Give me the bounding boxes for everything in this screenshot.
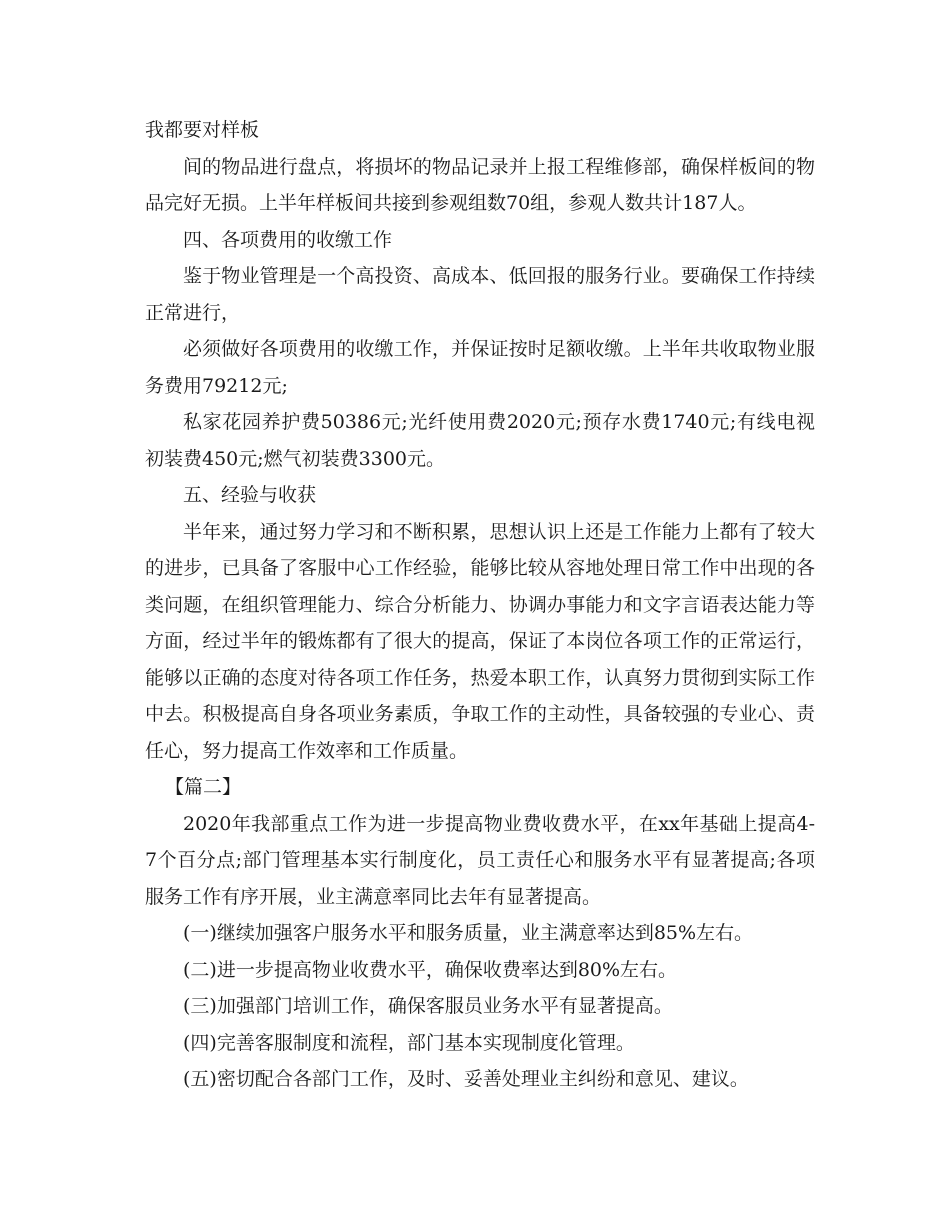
list-item: (四)完善客服制度和流程，部门基本实现制度化管理。 — [183, 1031, 635, 1054]
paragraph: 私家花园养护费50386元;光纤使用费2020元;预存水费1740元;有线电视初装费450元;燃气初装费3300元。 — [145, 411, 815, 470]
list-item: (二)进一步提高物业收费水平，确保收费率达到80%左右。 — [183, 958, 678, 981]
list-item: (一)继续加强客户服务水平和服务质量，业主满意率达到85%左右。 — [183, 922, 754, 944]
paragraph: 鉴于物业管理是一个高投资、高成本、低回报的服务行业。要确保工作持续正常进行， — [145, 265, 815, 324]
list-item: (五)密切配合各部门工作，及时、妥善处理业主纠纷和意见、建议。 — [183, 1068, 749, 1090]
paragraph: 间的物品进行盘点，将损坏的物品记录并上报工程维修部，确保样板间的物品完好无损。上半年样板间共接到参观组数70组，参观人数共计187人。 — [145, 155, 815, 214]
document-body — [145, 112, 815, 1098]
section-heading: 五、经验与收获 — [183, 484, 317, 506]
paragraph: 我都要对样板 — [145, 119, 260, 141]
paragraph: 半年来，通过努力学习和不断积累，思想认识上还是工作能力上都有了较大的进步，已具备了客服中心工作经验，能够比较从容地处理日常工作中出现的各类问题，在组织管理能力、综合分析能力、协调办事能力和文字言语表达能力等方面，经过半年的锻炼都有了很大的提高，保证了本岗位各项工作的正常运行，能够以正确的态度对待各项工作任务，热爱本职工作，认真努力贯彻到实际工作中去。积极提高自身各项业务素质，争取工作的主动性，具备较强的专业心、责任心，努力提高工作效率和工作质量。 — [145, 520, 815, 762]
section-heading: 四、各项费用的收缴工作 — [183, 228, 393, 251]
paragraph: 必须做好各项费用的收缴工作，并保证按时足额收缴。上半年共收取物业服务费用79212元; — [145, 338, 815, 397]
paragraph: 2020年我部重点工作为进一步提高物业费收费水平，在xx年基础上提高4-7个百分点;部门管理基本实行制度化，员工责任心和服务水平有显著提高;各项服务工作有序开展，业主满意率同比去年有显著提高。 — [145, 812, 815, 908]
list-item: (三)加强部门培训工作，确保客服员业务水平有显著提高。 — [183, 995, 673, 1017]
part-marker: 【篇二】 — [165, 776, 242, 798]
